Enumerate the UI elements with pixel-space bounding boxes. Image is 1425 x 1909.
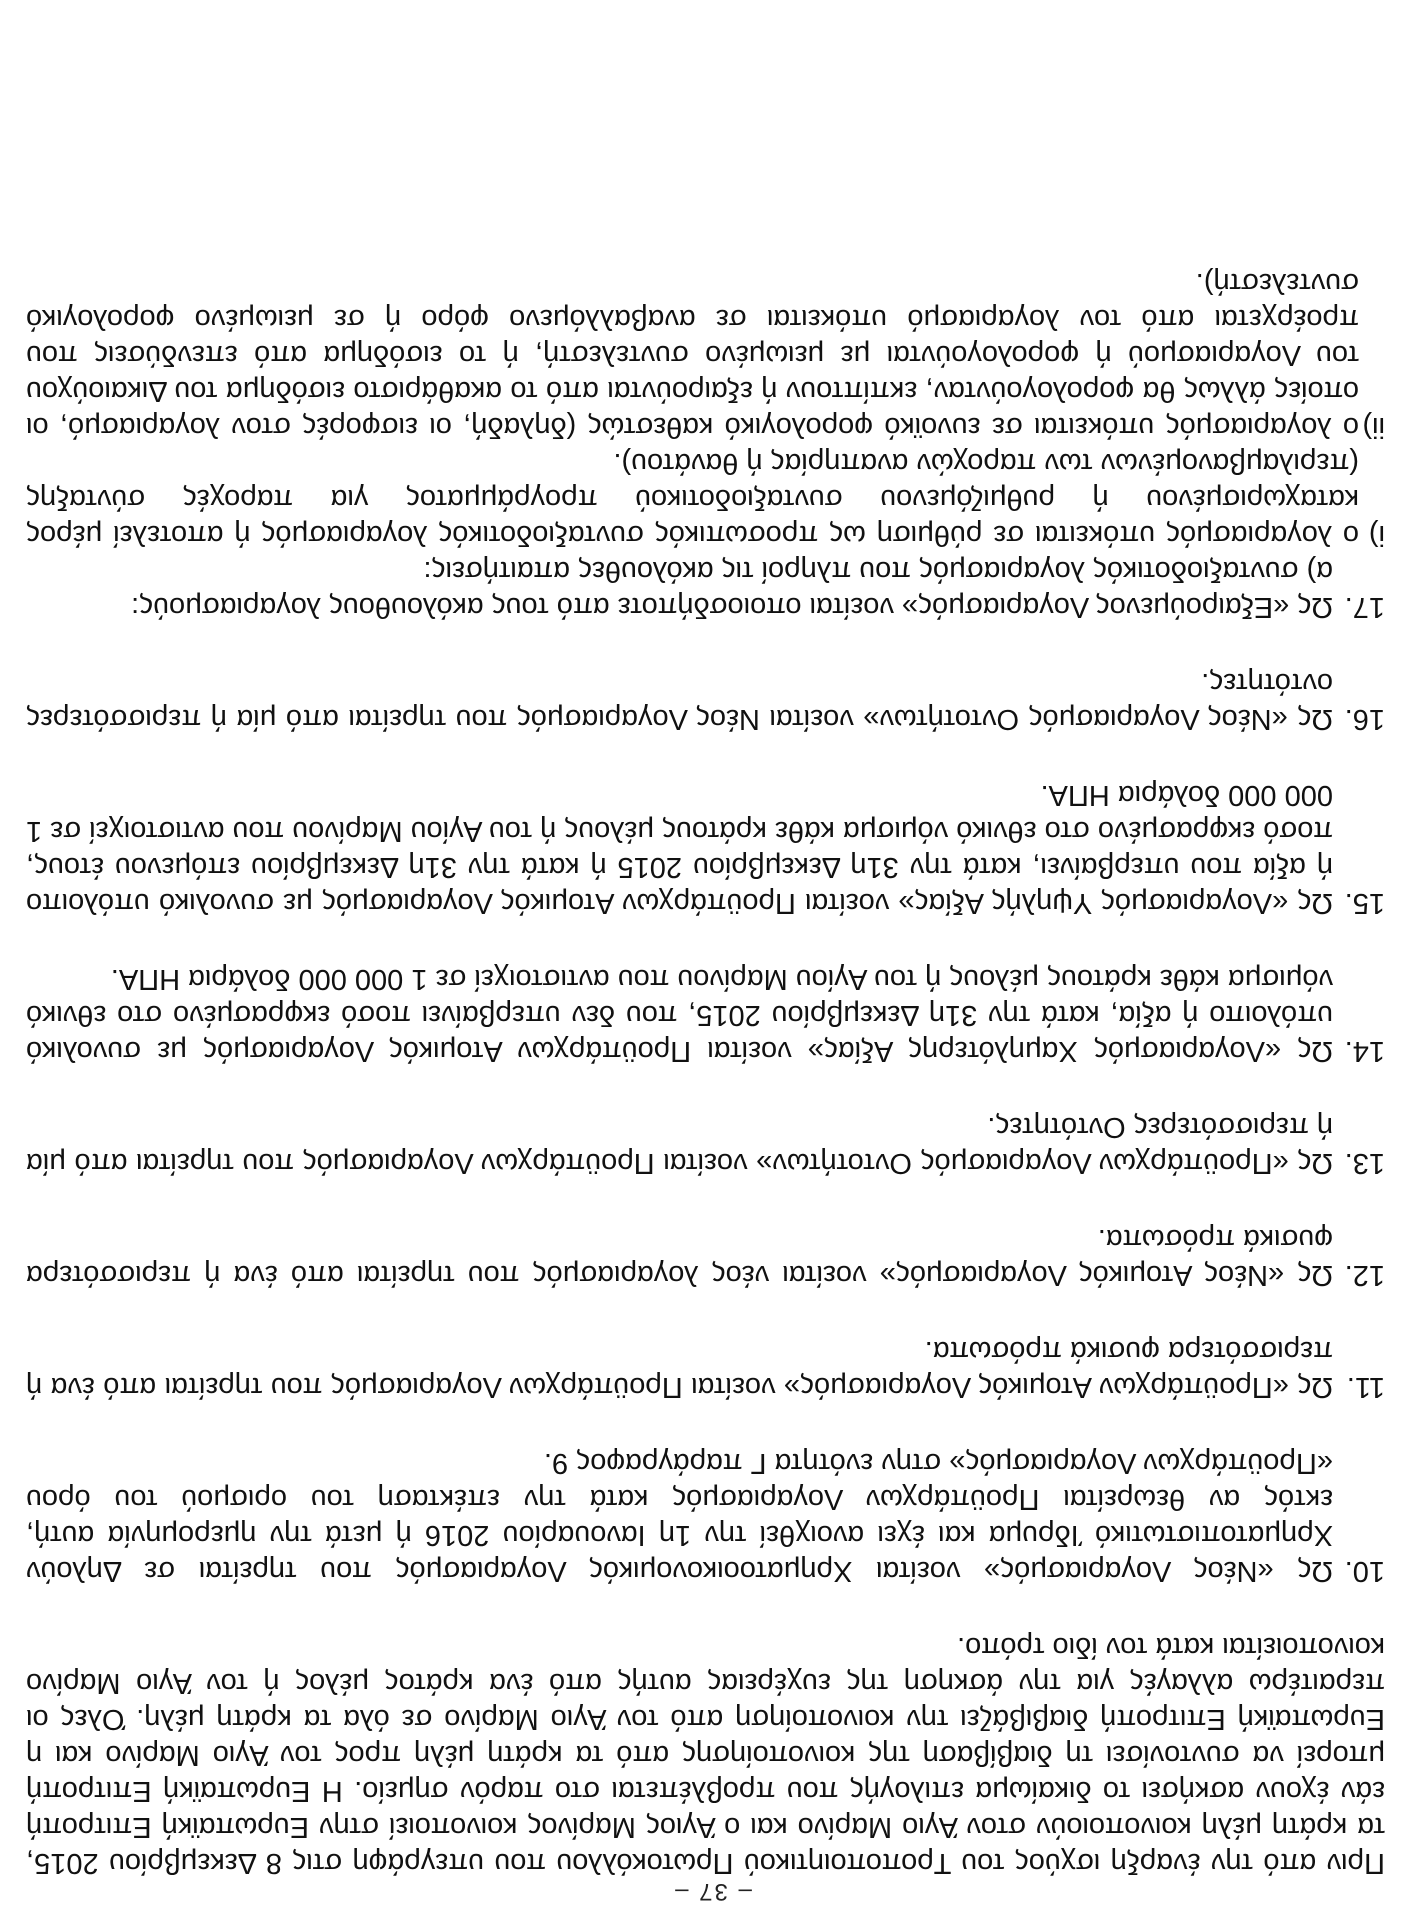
sub-item-a: α) συνταξιοδοτικός λογαριασμός που πληροί τις ακόλουθες απαιτήσεις: [423,555,1333,587]
item-number: 17. [1344,591,1385,623]
definition-item-17 [26,589,1385,625]
definition-item-12 [26,1221,1385,1293]
definition-item-11 [26,1333,1385,1405]
sub-item-marker: i) [1368,519,1385,551]
definition-item-13 [26,1109,1385,1181]
item-number: 16. [1344,703,1385,735]
item-number: 12. [1344,1259,1385,1291]
item-number: 13. [1344,1147,1385,1179]
page-number: – 37 – [673,1878,752,1905]
sub-item-i [26,445,1385,553]
item-text: Ως «Λογαριασμός Υψηλής Αξίας» νοείται Προϋπάρχων Ατομικός Λογαριασμός με συνολικό υπόλοιπο ή αξία που υπερβαίνει, κατά την 31η Δεκεμβρίου 2015 ή κατά την 31η Δεκεμβρίου επόμενου έτους, ποσό εκφρασμένο στο εθνικό νόμισμα κάθε κράτους μέλους ή του Αγίου Μαρίνου που αντιστοιχεί σε 1 000 000 δολάρια ΗΠΑ. [26,779,1333,919]
sub-item-ii [26,265,1385,445]
definition-item-15 [26,777,1385,921]
item-text: Ως «Νέος Ατομικός Λογαριασμός» νοείται νέος λογαριασμός που τηρείται από ένα ή περισσότερα φυσικά πρόσωπα. [26,1223,1333,1291]
item-text: Ως «Εξαιρούμενος Λογαριασμός» νοείται οποιοσδήποτε από τους ακόλουθους λογαριασμούς: [131,591,1333,623]
item-number: 10. [1344,1555,1385,1587]
intro-paragraph: Πριν από την έναρξη ισχύος του Τροποποιητικού Πρωτοκόλλου που υπεγράφη στις 8 Δεκεμβρίου 2015, τα κράτη μέλη κοινοποιούν στον Άγιο Μαρίνο και ο Άγιος Μαρίνος κοινοποιεί στην Ευρωπαϊκή Επιτροπή εάν έχουν ασκήσει το δικαίωμα επιλογής που προβλέπεται στο παρόν σημείο. Η Ευρωπαϊκή Επιτροπή μπορεί να συντονίσει τη διαβίβαση της κοινοποίησης από τα κράτη μέλη προς τον Άγιο Μαρίνο και η Ευρωπαϊκή Επιτροπή διαβιβάζει την κοινοποίηση από τον Άγιο Μαρίνο σε όλα τα κράτη μέλη. Όλες οι περαιτέρω αλλαγές για την άσκηση της ευχέρειας αυτής από ένα κράτος μέλος ή τον Άγιο Μαρίνο κοινοποιείται κατά τον ίδιο τρόπο. [26,1631,1385,1879]
item-text: Ως «Νέος Λογαριασμός Οντοτήτων» νοείται Νέος Λογαριασμός που τηρείται από μία ή περισσότερες οντότητες. [26,667,1333,735]
definition-item-14 [26,961,1385,1069]
item-text: Ως «Προϋπάρχων Λογαριασμός Οντοτήτων» νοείται Προϋπάρχων Λογαριασμός που τηρείται από μία ή περισσότερες Οντότητες. [26,1111,1333,1179]
item-number: 15. [1344,887,1385,919]
sub-item-text: ο λογαριασμός υπόκειται σε ευνοϊκό φορολογικό καθεστώς (δηλαδή, οι εισφορές στον λογαριασμό, οι οποίες άλλως θα φορολογούνταν, εκπίπτουν ή εξαιρούνται από το ακαθάριστο εισόδημα του Δικαιούχου του Λογαριασμού ή φορολογούνται με μειωμένο συντελεστή, ή το εισόδημα από επενδύσεις που προέρχεται από τον λογαριασμό υπόκειται σε αναβαλλόμενο φόρο ή σε μειωμένο φορολογικό συντελεστή). [26,267,1359,443]
sub-item-marker: ii) [1362,411,1385,443]
item-number: 14. [1344,1035,1385,1067]
item-text: Ως «Νέος Λογαριασμός» νοείται Χρηματοοικονομικός Λογαριασμός που τηρείται σε Δηλούν Χρηματοπιστωτικό Ίδρυμα και έχει ανοιχθεί την 1η Ιανουαρίου 2016 ή μετά την ημερομηνία αυτή, εκτός αν θεωρείται Προϋπάρχων Λογαριασμός κατά την επέκταση του ορισμού του όρου «Προϋπάρχων Λογαριασμός» στην ενότητα Γ παράγραφος 9. [26,1447,1333,1587]
sub-item-text: ο λογαριασμός υπόκειται σε ρύθμιση ως προσωπικός συνταξιοδοτικός λογαριασμός ή αποτελεί μέρος καταχωρισμένου ή ρυθμιζόμενου συνταξιοδοτικού προγράμματος για παροχές σύνταξης (περιλαμβανομένων των παροχών αναπηρίας ή θανάτου). [26,447,1359,551]
item-number: 11. [1346,1371,1385,1403]
definition-item-16 [26,665,1385,737]
item-text: Ως «Λογαριασμός Χαμηλότερης Αξίας» νοείται Προϋπάρχων Ατομικός Λογαριασμός με συνολικό υπόλοιπο ή αξία, κατά την 31η Δεκεμβρίου 2015, που δεν υπερβαίνει ποσό εκφρασμένο στο εθνικό νόμισμα κάθε κράτους μέλους ή του Αγίου Μαρίνου που αντιστοιχεί σε 1 000 000 δολάρια ΗΠΑ. [26,963,1333,1067]
item-text: Ως «Προϋπάρχων Ατομικός Λογαριασμός» νοείται Προϋπάρχων Λογαριασμός που τηρείται από ένα ή περισσότερα φυσικά πρόσωπα. [26,1335,1333,1403]
definition-item-10 [26,1445,1385,1589]
